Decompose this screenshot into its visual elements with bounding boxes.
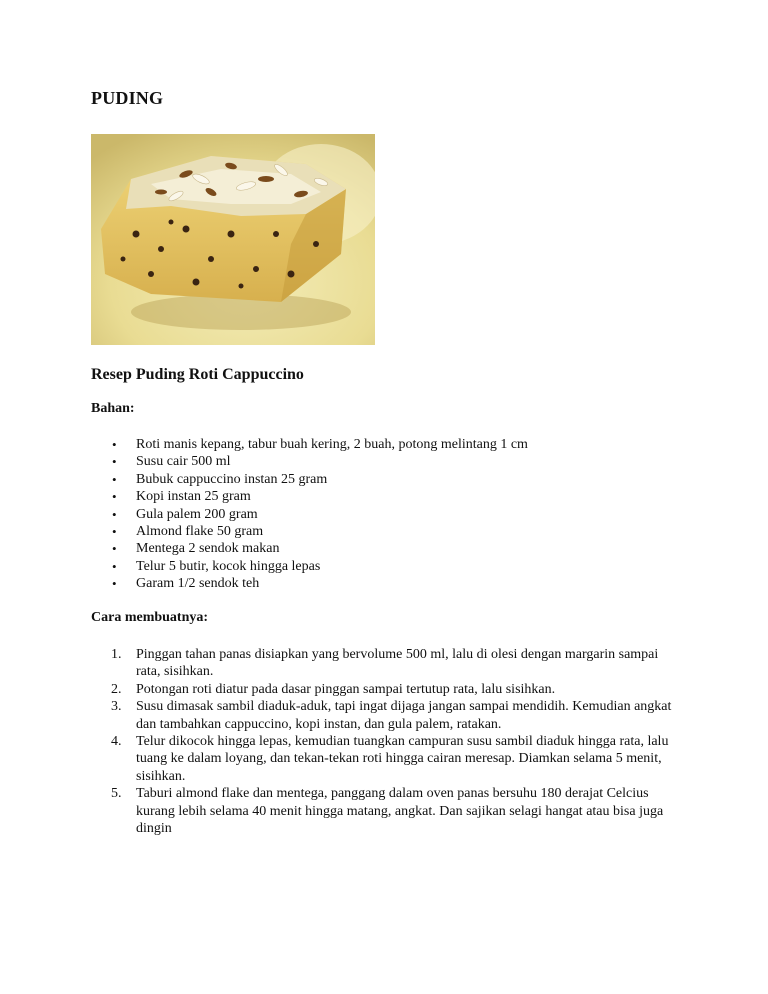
page-title: PUDING bbox=[91, 88, 164, 108]
step-number: 3. bbox=[111, 699, 122, 715]
list-item: • Garam 1/2 sendok teh bbox=[91, 575, 528, 592]
bread-pudding-photo bbox=[91, 134, 375, 345]
list-item: • Kopi instan 25 gram bbox=[91, 488, 528, 505]
list-item: • Almond flake 50 gram bbox=[91, 523, 528, 540]
steps-list bbox=[91, 646, 676, 837]
list-item bbox=[91, 785, 676, 837]
list-item bbox=[91, 681, 676, 698]
step-text: Potongan roti diatur pada dasar pinggan sampai tertutup rata, lalu sisihkan. bbox=[136, 681, 556, 697]
list-item: • Gula palem 200 gram bbox=[91, 506, 528, 523]
step-text: Taburi almond flake dan mentega, panggang dalam oven panas bersuhu 180 derajat Celcius kurang lebih selama 40 menit hingga matang, angkat. Dan sajikan selagi hangat atau bisa juga dingin bbox=[136, 786, 664, 837]
ingredients-list bbox=[91, 436, 528, 593]
step-text: Susu dimasak sambil diaduk-aduk, tapi ingat dijaga jangan sampai mendidih. Kemudian angkat dan tambahkan cappuccino, kopi instan, dan gula palem, ratakan. bbox=[136, 699, 672, 732]
steps-heading: Cara membuatnya: bbox=[91, 610, 209, 625]
list-item: • Mentega 2 sendok makan bbox=[91, 540, 528, 557]
step-text: Pinggan tahan panas disiapkan yang bervolume 500 ml, lalu di olesi dengan margarin sampai rata, sisihkan. bbox=[136, 647, 659, 680]
list-item: • Telur 5 butir, kocok hingga lepas bbox=[91, 558, 528, 575]
list-item: • Roti manis kepang, tabur buah kering, 2 buah, potong melintang 1 cm bbox=[91, 436, 528, 453]
step-number: 2. bbox=[111, 681, 122, 697]
step-text: Telur dikocok hingga lepas, kemudian tuangkan campuran susu sambil diaduk hingga rata, lalu tuang ke dalam loyang, dan tekan-tekan roti hingga cairan meresap. Diamkan selama 5 menit, sisihkan. bbox=[136, 734, 669, 784]
list-item bbox=[91, 733, 676, 785]
list-item: • Susu cair 500 ml bbox=[91, 453, 528, 470]
list-item bbox=[91, 698, 676, 733]
step-number: 4. bbox=[111, 734, 122, 750]
list-item bbox=[91, 646, 676, 681]
list-item: • Bubuk cappuccino instan 25 gram bbox=[91, 471, 528, 488]
step-number: 5. bbox=[111, 786, 122, 802]
recipe-title: Resep Puding Roti Cappuccino bbox=[91, 366, 304, 383]
ingredients-heading: Bahan: bbox=[91, 401, 135, 416]
step-number: 1. bbox=[111, 647, 122, 662]
